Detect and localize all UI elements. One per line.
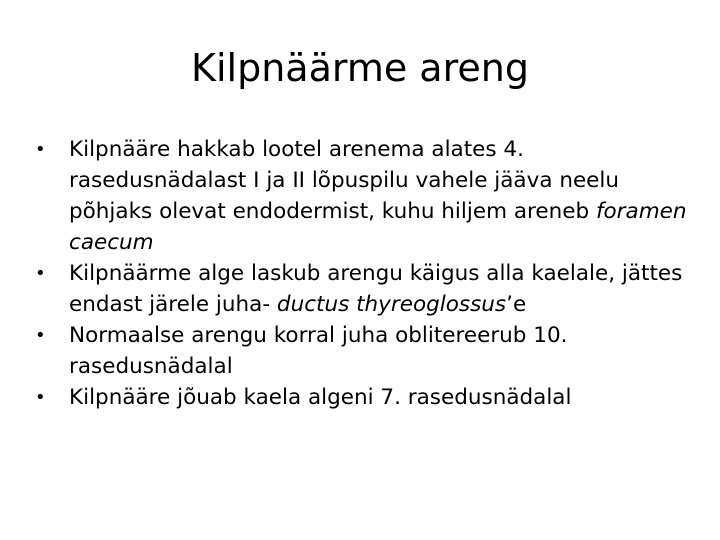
bullet-item-4 [33,382,703,413]
slide-title: Kilpnäärme areng [191,46,529,90]
bullet-marker: • [35,387,46,408]
bullet-marker: • [35,263,46,284]
bullet-marker: • [35,325,46,346]
bullet-text: Kilpnäärme alge laskub arengu käigus alla kaelale, jättes endast järele juha- [69,261,683,317]
bullet-list [33,134,703,413]
bullet-text: Kilpnääre jõuab kaela algeni 7. rasedusnädalal [69,385,572,410]
bullet-tail: ’e [506,292,527,317]
bullet-italic-term: foramen caecum [69,199,687,255]
bullet-text: Normaalse arengu korral juha oblitereerub 10. rasedusnädalal [69,323,568,379]
bullet-italic-term: ductus thyreoglossus [276,292,507,317]
bullet-item-3 [33,320,703,382]
bullet-marker: • [35,139,46,160]
bullet-text: Kilpnääre hakkab lootel arenema alates 4. rasedusnädalast I ja II lõpuspilu vahele jääva neelu põhjaks olevat endodermist, kuhu hiljem areneb [69,137,620,224]
bullet-item-1 [33,134,703,258]
bullet-item-2 [33,258,703,320]
